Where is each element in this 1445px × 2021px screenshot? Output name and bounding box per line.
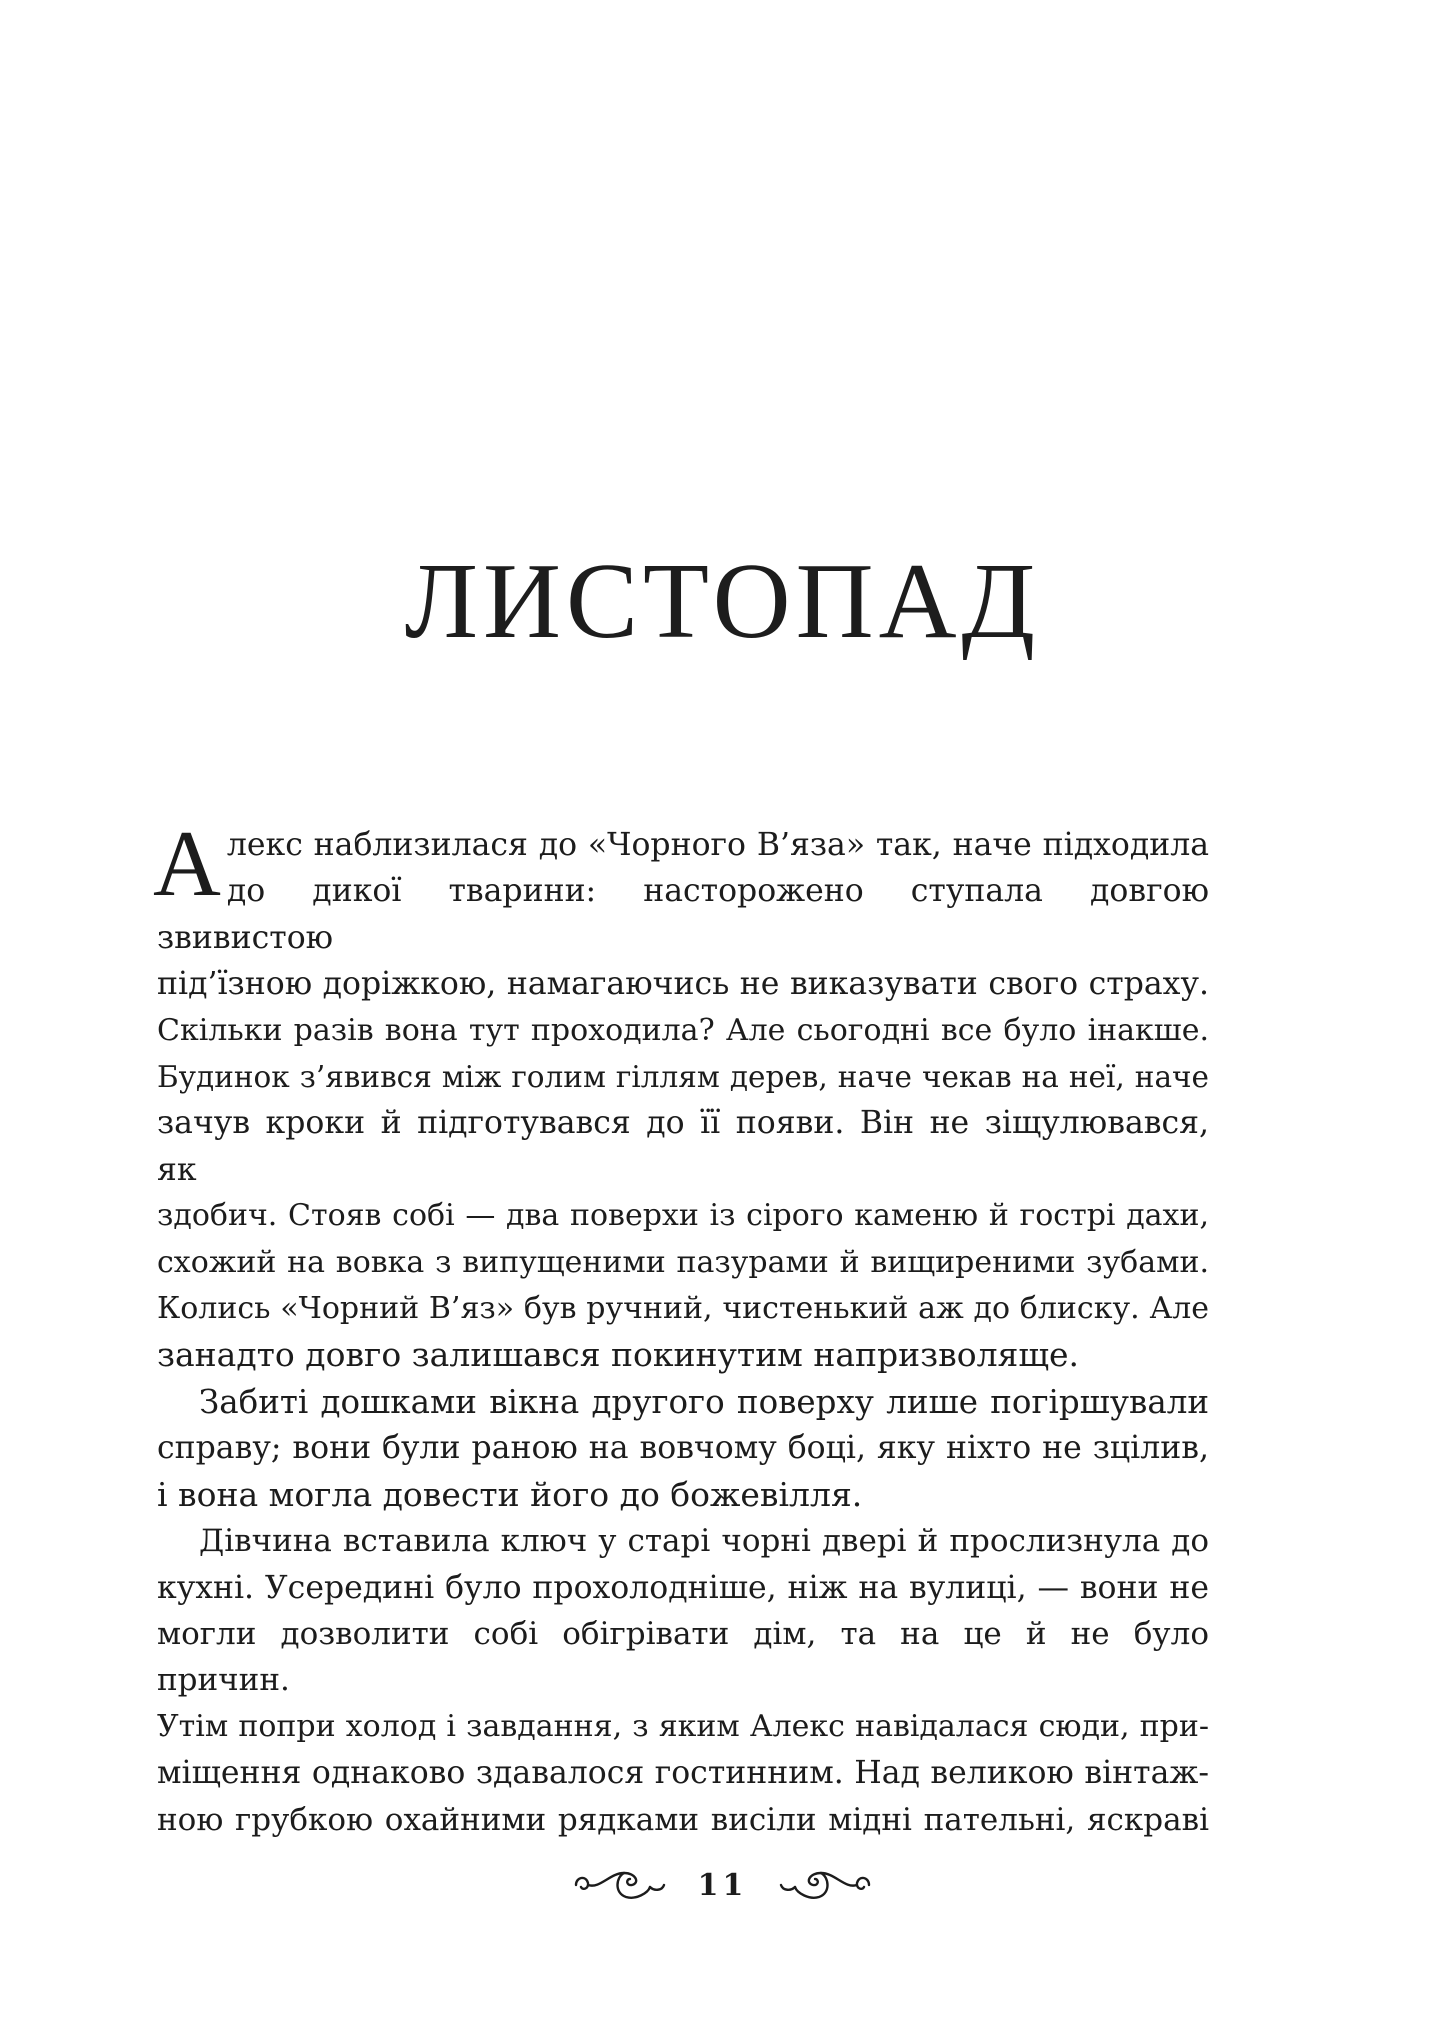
text-line: кухні. Усередині було прохолодніше, ніж на вулиці, — вони не (157, 1569, 1209, 1606)
text-line: під’їзною доріжкою, намагаючись не виказувати свого страху. (157, 966, 1209, 1003)
paragraph-3 (157, 1518, 1209, 1843)
drop-cap: А (153, 812, 221, 916)
text-line: справу; вони були раною на вовчому боці, яку ніхто не зцілив, (157, 1430, 1209, 1467)
paragraph-1 (153, 812, 1209, 1379)
text-line: могли дозволити собі обігрівати дім, та на це й не було причин. (157, 1615, 1209, 1699)
text-line: і вона могла довести його до божевілля. (157, 1474, 863, 1514)
text-line: ною грубкою охайними рядками висіли мідні пательні, яскраві (157, 1801, 1209, 1838)
text-line: Колись «Чорний В’яз» був ручний, чистенький аж до блиску. Але (157, 1291, 1209, 1327)
text-line: Скільки разів вона тут проходила? Але сьогодні все було інакше. (157, 1012, 1209, 1048)
page-number: 11 (697, 1867, 748, 1903)
text-line: Будинок з’явився між голим гіллям дерев, наче чекав на неї, наче (157, 1060, 1209, 1095)
text-line: Забиті дошками вікна другого поверху лише погіршували (199, 1382, 1209, 1421)
text-line: Дівчина вставила ключ у старі чорні двері й прослизнула до (199, 1523, 1209, 1560)
chapter-title: ЛИСТОПАД (404, 542, 1041, 661)
right-flourish-icon (775, 1863, 875, 1907)
left-flourish-icon (570, 1863, 670, 1907)
text-line: лекс наблизилася до «Чорного В’яза» так, наче підходила (226, 827, 1209, 863)
body-text (153, 812, 1209, 1843)
text-line: Утім попри холод і завдання, з яким Алекс навідалася сюди, при- (157, 1708, 1209, 1744)
text-line: занадто довго залишався покинутим напризволяще. (157, 1335, 1080, 1375)
text-line: міщення однаково здавалося гостинним. Над великою вінтаж- (157, 1755, 1209, 1792)
text-line: зачув кроки й підготувався до її появи. Він не зіщулювався, як (157, 1105, 1209, 1188)
paragraph-2 (157, 1379, 1209, 1518)
text-line: схожий на вовка з випущеними пазурами й вищиреними зубами. (157, 1244, 1209, 1280)
text-line: до дикої тварини: насторожено ступала довгою звивистою (157, 873, 1209, 956)
page-footer (0, 1855, 1445, 1915)
text-line: здобич. Стояв собі — два поверхи із сірого каменю й гострі дахи, (157, 1198, 1209, 1234)
